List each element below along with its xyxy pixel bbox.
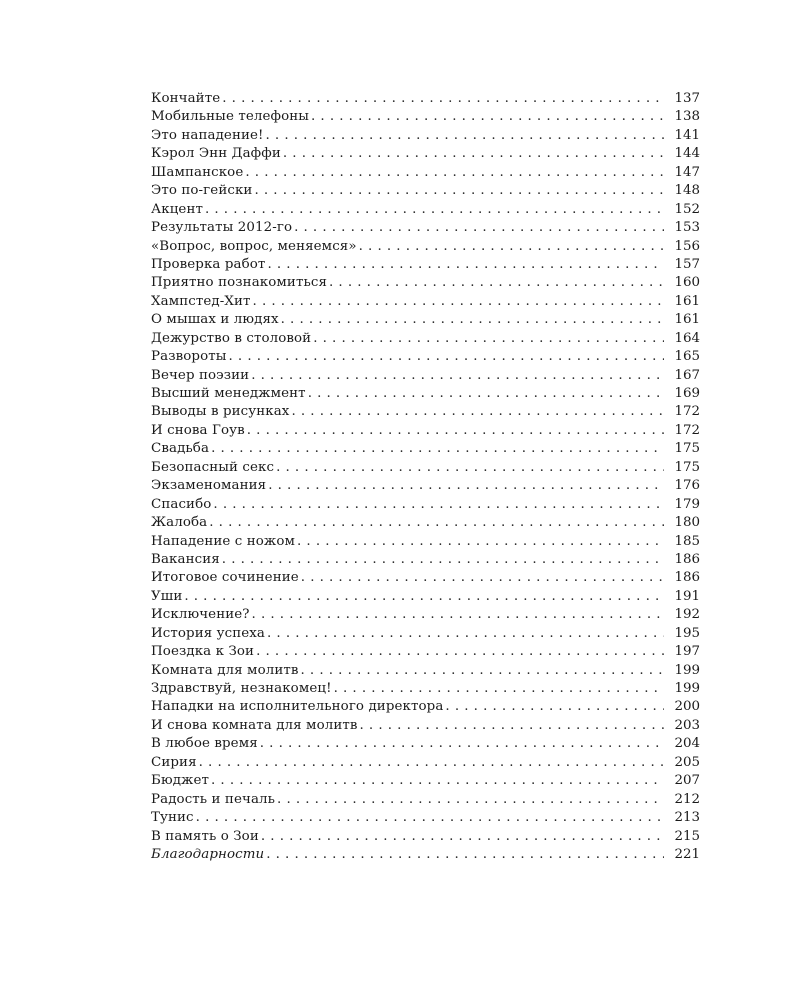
toc-dot-leader <box>222 90 664 108</box>
toc-entry <box>151 625 700 643</box>
toc-entry-title: История успеха <box>151 625 266 641</box>
toc-dot-leader <box>256 643 664 661</box>
toc-entry-page: 207 <box>674 773 700 789</box>
toc-entry-page: 176 <box>674 478 700 494</box>
toc-dot-leader <box>245 164 664 182</box>
toc-entry-page: 141 <box>674 127 700 143</box>
toc-entry-page: 197 <box>674 644 700 660</box>
toc-entry <box>151 108 700 126</box>
toc-entry <box>151 643 700 661</box>
toc-entry <box>151 680 700 698</box>
toc-entry <box>151 606 700 624</box>
toc-entry <box>151 846 700 864</box>
toc-entry <box>151 551 700 569</box>
toc-entry <box>151 569 700 587</box>
toc-entry <box>151 477 700 495</box>
toc-entry-page: 180 <box>674 515 700 531</box>
toc-entry-page: 148 <box>674 183 700 199</box>
toc-entry <box>151 348 700 366</box>
toc-entry-title: Жалоба <box>151 515 208 531</box>
toc-dot-leader <box>199 754 664 772</box>
toc-entry-title: О мышах и людях <box>151 312 279 328</box>
toc-entry-page: 215 <box>674 828 700 844</box>
toc-entry-title: В любое время <box>151 736 258 752</box>
toc-entry-page: 179 <box>674 496 700 512</box>
toc-entry-title: Дежурство в столовой <box>151 330 312 346</box>
toc-entry-page: 195 <box>674 625 700 641</box>
toc-dot-leader <box>334 680 664 698</box>
toc-entry-title: Поездка к Зои <box>151 644 255 660</box>
toc-entry-page: 185 <box>674 533 700 549</box>
toc-dot-leader <box>253 293 664 311</box>
toc-entry <box>151 754 700 772</box>
toc-entry-page: 199 <box>674 681 700 696</box>
toc-entry-title: Вечер поэзии <box>151 367 250 383</box>
toc-entry <box>151 440 700 458</box>
toc-entry-page: 138 <box>674 109 700 125</box>
toc-dot-leader <box>445 698 664 716</box>
toc-entry-page: 164 <box>674 330 700 346</box>
toc-dot-leader <box>267 625 664 643</box>
table-of-contents <box>151 90 700 864</box>
toc-dot-leader <box>213 496 664 514</box>
toc-entry-title: Проверка работ <box>151 256 266 272</box>
toc-dot-leader <box>311 108 664 126</box>
toc-dot-leader <box>252 606 664 624</box>
toc-entry <box>151 772 700 790</box>
toc-dot-leader <box>260 735 664 753</box>
toc-entry-page: 221 <box>674 846 700 862</box>
toc-entry <box>151 330 700 348</box>
toc-dot-leader <box>211 440 664 458</box>
toc-entry-page: 161 <box>674 293 700 309</box>
toc-entry <box>151 90 700 108</box>
toc-entry <box>151 311 700 329</box>
toc-entry-title: В память о Зои <box>151 828 259 844</box>
toc-entry <box>151 662 700 680</box>
toc-dot-leader <box>359 238 664 256</box>
toc-entry-title: Высший менеджмент <box>151 386 306 401</box>
toc-dot-leader <box>301 569 664 587</box>
toc-entry <box>151 422 700 440</box>
toc-dot-leader <box>283 145 664 163</box>
toc-entry-title: Это по-гейски <box>151 183 253 199</box>
toc-dot-leader <box>297 533 664 551</box>
toc-entry <box>151 735 700 753</box>
toc-dot-leader <box>308 385 664 403</box>
toc-entry-title: И снова Гоув <box>151 422 245 438</box>
toc-entry-page: 172 <box>674 404 700 420</box>
toc-entry <box>151 791 700 809</box>
toc-dot-leader <box>294 219 664 237</box>
toc-entry-page: 213 <box>674 810 700 826</box>
toc-entry-page: 147 <box>674 164 700 180</box>
toc-entry <box>151 164 700 182</box>
toc-entry-title: «Вопрос, вопрос, меняемся» <box>151 238 357 254</box>
toc-entry-page: 191 <box>674 588 700 604</box>
toc-entry-page: 204 <box>674 736 700 752</box>
toc-dot-leader <box>301 662 664 680</box>
toc-entry-title: Радость и печаль <box>151 791 276 807</box>
toc-entry-title: Нападение с ножом <box>151 533 296 549</box>
toc-entry-page: 160 <box>674 275 700 291</box>
toc-entry-page: 175 <box>674 459 700 475</box>
toc-entry-title: И снова комната для молитв <box>151 717 358 733</box>
toc-entry <box>151 256 700 274</box>
toc-entry-title: Здравствуй, незнакомец! <box>151 681 332 696</box>
toc-dot-leader <box>222 551 664 569</box>
toc-dot-leader <box>251 367 664 385</box>
toc-entry-title: Сирия <box>151 754 197 770</box>
toc-dot-leader <box>229 348 665 366</box>
toc-entry-page: 200 <box>674 699 700 715</box>
toc-dot-leader <box>291 403 664 421</box>
toc-dot-leader <box>281 311 664 329</box>
toc-dot-leader <box>205 201 664 219</box>
toc-entry-title: Безопасный секс <box>151 459 275 475</box>
toc-entry-title: Спасибо <box>151 496 212 512</box>
toc-entry-page: 192 <box>674 607 700 623</box>
toc-dot-leader <box>277 791 664 809</box>
toc-entry-title: Тунис <box>151 810 194 826</box>
toc-entry <box>151 293 700 311</box>
toc-entry-title: Итоговое сочинение <box>151 570 299 586</box>
toc-entry-page: 212 <box>674 791 700 807</box>
toc-entry <box>151 127 700 145</box>
toc-dot-leader <box>267 256 664 274</box>
toc-entry-title: Вакансия <box>151 551 220 567</box>
toc-dot-leader <box>266 846 664 864</box>
toc-entry <box>151 238 700 256</box>
toc-entry-title: Шампанское <box>151 164 244 180</box>
toc-entry <box>151 717 700 735</box>
toc-entry <box>151 403 700 421</box>
toc-entry <box>151 514 700 532</box>
toc-entry-title: Развороты <box>151 349 227 365</box>
toc-entry-title: Комната для молитв <box>151 662 299 678</box>
toc-entry-title: Благодарности <box>151 846 265 862</box>
toc-entry-title: Бюджет <box>151 773 209 789</box>
toc-dot-leader <box>247 422 664 440</box>
toc-dot-leader <box>268 477 664 495</box>
toc-dot-leader <box>313 330 664 348</box>
toc-dot-leader <box>266 127 664 145</box>
toc-entry-title: Хампстед-Хит <box>151 293 251 309</box>
toc-entry <box>151 385 700 403</box>
toc-entry <box>151 201 700 219</box>
toc-entry <box>151 367 700 385</box>
toc-entry-title: Экзаменомания <box>151 478 267 494</box>
toc-entry-page: 186 <box>674 551 700 567</box>
toc-entry <box>151 459 700 477</box>
toc-entry-page: 152 <box>674 201 700 217</box>
toc-entry-page: 157 <box>674 256 700 272</box>
toc-entry-page: 167 <box>674 367 700 383</box>
toc-dot-leader <box>276 459 664 477</box>
toc-entry <box>151 698 700 716</box>
toc-dot-leader <box>360 717 664 735</box>
toc-entry-title: Результаты 2012-го <box>151 220 293 236</box>
toc-entry-title: Уши <box>151 588 183 604</box>
toc-entry-page: 186 <box>674 570 700 586</box>
toc-entry-title: Исключение? <box>151 607 250 623</box>
toc-entry-page: 144 <box>674 146 700 162</box>
toc-entry-title: Акцент <box>151 201 203 217</box>
toc-entry-title: Это нападение! <box>151 127 264 143</box>
toc-entry-page: 199 <box>674 662 700 678</box>
toc-entry-page: 175 <box>674 441 700 457</box>
toc-entry <box>151 182 700 200</box>
toc-entry-page: 137 <box>674 91 700 106</box>
toc-entry <box>151 533 700 551</box>
toc-entry-title: Свадьба <box>151 441 210 457</box>
toc-dot-leader <box>196 809 664 827</box>
toc-entry-page: 203 <box>674 717 700 733</box>
toc-entry-page: 165 <box>674 349 700 365</box>
toc-entry-title: Выводы в рисунках <box>151 404 290 420</box>
toc-entry-title: Нападки на исполнительного директора <box>151 699 444 715</box>
toc-entry-page: 156 <box>674 238 700 254</box>
toc-entry-title: Кэрол Энн Даффи <box>151 146 281 162</box>
toc-dot-leader <box>184 588 664 606</box>
toc-dot-leader <box>254 182 664 200</box>
toc-dot-leader <box>261 828 664 846</box>
toc-entry <box>151 274 700 292</box>
toc-entry-title: Мобильные телефоны <box>151 109 310 125</box>
toc-dot-leader <box>209 514 664 532</box>
toc-entry-title: Приятно познакомиться <box>151 275 327 291</box>
toc-entry <box>151 588 700 606</box>
toc-entry <box>151 828 700 846</box>
toc-entry-page: 205 <box>674 754 700 770</box>
toc-dot-leader <box>329 274 664 292</box>
toc-entry-title: Кончайте <box>151 91 221 106</box>
toc-entry-page: 172 <box>674 422 700 438</box>
toc-entry <box>151 496 700 514</box>
toc-entry-page: 161 <box>674 312 700 328</box>
toc-entry <box>151 145 700 163</box>
toc-entry <box>151 809 700 827</box>
toc-entry-page: 153 <box>674 220 700 236</box>
toc-entry <box>151 219 700 237</box>
toc-entry-page: 169 <box>674 386 700 401</box>
toc-dot-leader <box>211 772 664 790</box>
